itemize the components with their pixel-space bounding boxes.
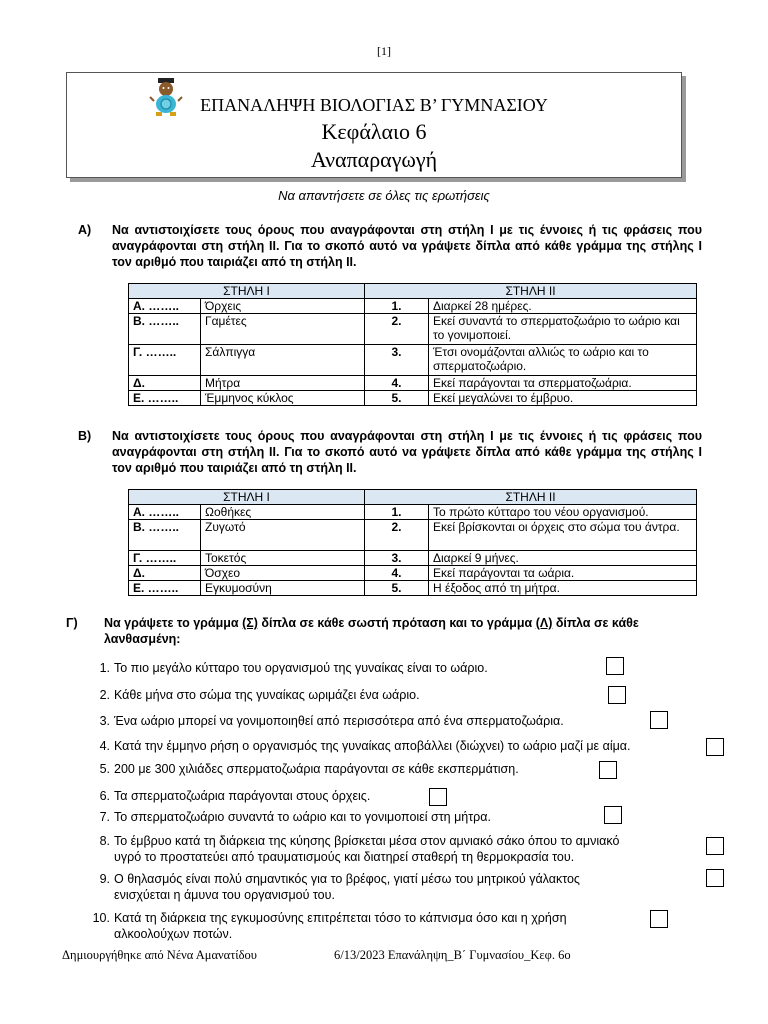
answer-box[interactable] bbox=[608, 686, 626, 704]
row-term: Όρχεις bbox=[201, 299, 365, 314]
title-topic: Αναπαραγωγή bbox=[310, 147, 438, 172]
row-number: 4. bbox=[365, 376, 429, 391]
row-term: Εγκυμοσύνη bbox=[201, 581, 365, 596]
statement-number: 8. bbox=[99, 834, 110, 848]
footer-date-file: 6/13/2023 Επανάληψη_Β΄ Γυμνασίου_Κεφ. 6ο bbox=[334, 948, 571, 962]
table-row bbox=[129, 376, 697, 391]
row-number: 5. bbox=[365, 391, 429, 406]
answer-box[interactable] bbox=[706, 837, 724, 855]
row-definition: Το πρώτο κύτταρο του νέου οργανισμού. bbox=[429, 505, 697, 520]
statement-text: Ο θηλασμός είναι πολύ σημαντικός για το βρέφος, γιατί μέσω του μητρικού γάλακτος bbox=[114, 872, 580, 886]
statement-number: 3. bbox=[99, 714, 110, 728]
row-number: 1. bbox=[365, 299, 429, 314]
statement-text: Ένα ωάριο μπορεί να γονιμοποιηθεί από περισσότερα από ένα σπερματοζωάρια. bbox=[114, 714, 564, 728]
section-b-question bbox=[78, 428, 702, 476]
section-b-label: Β) bbox=[78, 429, 92, 443]
table-row bbox=[129, 314, 697, 345]
row-term: Ωοθήκες bbox=[201, 505, 365, 520]
row-number: 3. bbox=[365, 345, 429, 376]
statement-text: Τα σπερματοζωάρια παράγονται στους όρχεις. bbox=[114, 789, 371, 803]
row-letter: Α. …….. bbox=[129, 505, 201, 520]
statement-text-line-2: ενισχύεται η άμυνα του οργανισμού του. bbox=[114, 888, 335, 902]
statement-text: Κάθε μήνα στο σώμα της γυναίκας ωριμάζει ένα ωάριο. bbox=[114, 688, 420, 702]
row-term: Γαμέτες bbox=[201, 314, 365, 345]
row-definition: Εκεί παράγονται τα ωάρια. bbox=[429, 566, 697, 581]
row-definition: Εκεί συναντά το σπερματοζωάριο το ωάριο και το γονιμοποιεί. bbox=[429, 314, 697, 345]
row-letter: Δ. bbox=[129, 566, 201, 581]
statement-number: 1. bbox=[99, 661, 110, 675]
row-term: Μήτρα bbox=[201, 376, 365, 391]
matching-table-a bbox=[128, 283, 697, 406]
table-row bbox=[129, 505, 697, 520]
section-c-question bbox=[66, 615, 706, 647]
matching-table-b bbox=[128, 489, 697, 596]
statement-number: 6. bbox=[99, 789, 110, 803]
table-row bbox=[129, 391, 697, 406]
statement-number: 7. bbox=[99, 810, 110, 824]
section-a-question bbox=[78, 222, 702, 270]
answer-box[interactable] bbox=[706, 738, 724, 756]
row-definition: Έτσι ονομάζονται αλλιώς το ωάριο και το σπερματοζωάριο. bbox=[429, 345, 697, 376]
title-box bbox=[66, 72, 682, 178]
statement-text: Το πιο μεγάλο κύτταρο του οργανισμού της γυναίκας είναι το ωάριο. bbox=[114, 661, 488, 675]
statement-number: 2. bbox=[99, 688, 110, 702]
column-1-header: ΣΤΗΛΗ Ι bbox=[129, 284, 365, 299]
false-mark: (Λ) bbox=[535, 616, 553, 630]
row-letter: Ε. …….. bbox=[129, 581, 201, 596]
row-term: Έμμηνος κύκλος bbox=[201, 391, 365, 406]
table-row bbox=[129, 551, 697, 566]
table-row bbox=[129, 566, 697, 581]
row-letter: Α. …….. bbox=[129, 299, 201, 314]
row-number: 2. bbox=[365, 520, 429, 551]
row-definition: Εκεί μεγαλώνει το έμβρυο. bbox=[429, 391, 697, 406]
footer-author: Δημιουργήθηκε από Νένα Αμανατίδου bbox=[62, 948, 257, 962]
statement-number: 5. bbox=[99, 762, 110, 776]
row-definition: Η έξοδος από τη μήτρα. bbox=[429, 581, 697, 596]
statement-text-line-2: αλκοολούχων ποτών. bbox=[114, 927, 233, 941]
answer-box[interactable] bbox=[599, 761, 617, 779]
table-row bbox=[129, 520, 697, 551]
statement-number: 9. bbox=[99, 872, 110, 886]
section-a-label: Α) bbox=[78, 223, 92, 237]
answer-box[interactable] bbox=[706, 869, 724, 887]
column-2-header: ΣΤΗΛΗ ΙΙ bbox=[365, 490, 697, 505]
table-row bbox=[129, 345, 697, 376]
row-letter: Δ. bbox=[129, 376, 201, 391]
statement-text: Το σπερματοζωάριο συναντά το ωάριο και το γονιμοποιεί στη μήτρα. bbox=[114, 810, 491, 824]
row-definition: Διαρκεί 9 μήνες. bbox=[429, 551, 697, 566]
row-number: 3. bbox=[365, 551, 429, 566]
statement-text: Κατά τη διάρκεια της εγκυμοσύνης επιτρέπεται τόσο το κάπνισμα όσο και η χρήση bbox=[114, 911, 567, 925]
row-letter: Β. …….. bbox=[129, 520, 201, 551]
row-letter: Ε. …….. bbox=[129, 391, 201, 406]
row-letter: Γ. …….. bbox=[129, 551, 201, 566]
row-number: 4. bbox=[365, 566, 429, 581]
row-term: Τοκετός bbox=[201, 551, 365, 566]
row-definition: Διαρκεί 28 ημέρες. bbox=[429, 299, 697, 314]
row-letter: Γ. …….. bbox=[129, 345, 201, 376]
statement-number: 4. bbox=[99, 739, 110, 753]
column-1-header: ΣΤΗΛΗ Ι bbox=[129, 490, 365, 505]
row-definition: Εκεί παράγονται τα σπερματοζωάρια. bbox=[429, 376, 697, 391]
title-line-1: ΕΠΑΝΑΛΗΨΗ ΒΙΟΛΟΓΙΑΣ Β’ ΓΥΜΝΑΣΙΟΥ bbox=[200, 95, 548, 115]
table-row bbox=[129, 299, 697, 314]
section-c-text: Να γράψετε το γράμμα (Σ) δίπλα σε κάθε σωστή πρόταση και το γράμμα (Λ) δίπλα σε κάθε λανθασμένη: bbox=[104, 616, 639, 646]
title-chapter: Κεφάλαιο 6 bbox=[321, 119, 427, 144]
table-row bbox=[129, 581, 697, 596]
row-term: Όσχεο bbox=[201, 566, 365, 581]
statement-text-line-2: υγρό το προστατεύει από τραυματισμούς και διατηρεί σταθερή τη θερμοκρασία του. bbox=[114, 850, 575, 864]
statement-text: 200 με 300 χιλιάδες σπερματοζωάρια παράγονται σε κάθε εκσπερμάτιση. bbox=[114, 762, 519, 776]
statement-text: Κατά την έμμηνο ρήση ο οργανισμός της γυναίκας αποβάλλει (διώχνει) το ωάριο μαζί με αίμα. bbox=[114, 739, 631, 753]
row-number: 5. bbox=[365, 581, 429, 596]
answer-box[interactable] bbox=[650, 910, 668, 928]
statement-text: Το έμβρυο κατά τη διάρκεια της κύησης βρίσκεται μέσα στον αμνιακό σάκο όπου το αμνιακό bbox=[114, 834, 620, 848]
row-number: 1. bbox=[365, 505, 429, 520]
row-term: Ζυγωτό bbox=[201, 520, 365, 551]
answer-box[interactable] bbox=[429, 788, 447, 806]
row-definition: Εκεί βρίσκονται οι όρχεις στο σώμα του άντρα. bbox=[429, 520, 697, 551]
answer-box[interactable] bbox=[650, 711, 668, 729]
row-letter: Β. …….. bbox=[129, 314, 201, 345]
answer-box[interactable] bbox=[606, 657, 624, 675]
instruction: Να απαντήσετε σε όλες τις ερωτήσεις bbox=[278, 188, 490, 203]
row-number: 2. bbox=[365, 314, 429, 345]
section-c-label: Γ) bbox=[66, 616, 78, 630]
true-mark: (Σ) bbox=[242, 616, 258, 630]
row-term: Σάλπιγγα bbox=[201, 345, 365, 376]
column-2-header: ΣΤΗΛΗ ΙΙ bbox=[365, 284, 697, 299]
section-b-text: Να αντιστοιχίσετε τους όρους που αναγράφονται στη στήλη Ι με τις έννοιες ή τις φράσεις που αναγράφονται στη στήλη ΙΙ. Για το σκοπό αυτό να γράψετε δίπλα από κάθε γράμμα της στήλης Ι τον αριθμό που ταιριάζει από τη στήλη ΙΙ. bbox=[112, 429, 702, 475]
statement-number: 10. bbox=[92, 911, 110, 925]
page-number: [1] bbox=[377, 44, 391, 58]
section-a-text: Να αντιστοιχίσετε τους όρους που αναγράφονται στη στήλη Ι με τις έννοιες ή τις φράσεις που αναγράφονται στη στήλη ΙΙ. Για το σκοπό αυτό να γράψετε δίπλα από κάθε γράμμα της στήλης Ι τον αριθμό που ταιριάζει από τη στήλη ΙΙ. bbox=[112, 223, 702, 269]
answer-box[interactable] bbox=[604, 806, 622, 824]
